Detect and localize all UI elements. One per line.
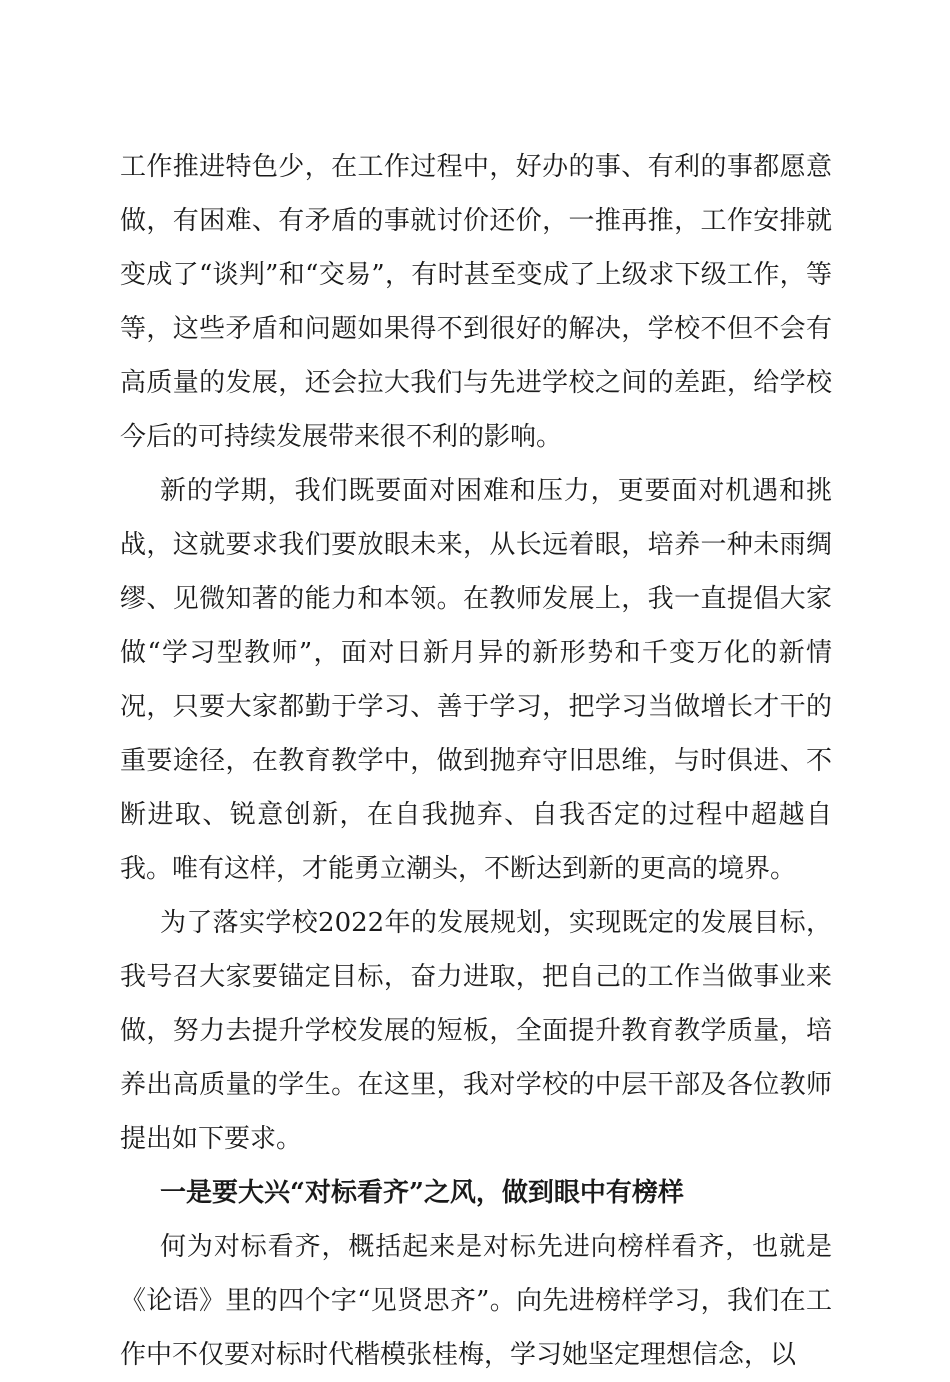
document-body (120, 140, 832, 1382)
paragraph-new-semester: 新的学期，我们既要面对困难和压力，更要面对机遇和挑战，这就要求我们要放眼未来，从长远着眼，培养一种未雨绸缪、见微知著的能力和本领。在教师发展上，我一直提倡大家做“学习型教师”，面对日新月异的新形势和千变万化的新情况，只要大家都勤于学习、善于学习，把学习当做增长才干的重要途径，在教育教学中，做到抛弃守旧思维，与时俱进、不断进取、锐意创新，在自我抛弃、自我否定的过程中超越自我。唯有这样，才能勇立潮头，不断达到新的更高的境界。 (120, 476, 832, 884)
paragraph-development-plan: 为了落实学校2022年的发展规划，实现既定的发展目标，我号召大家要锚定目标，奋力进取，把自己的工作当做事业来做，努力去提升学校发展的短板，全面提升教育教学质量，培养出高质量的学生。在这里，我对学校的中层干部及各位教师提出如下要求。 (120, 908, 832, 1154)
paragraph-continuation: 工作推进特色少，在工作过程中，好办的事、有利的事都愿意做，有困难、有矛盾的事就讨价还价，一推再推，工作安排就变成了“谈判”和“交易”，有时甚至变成了上级求下级工作，等等，这些矛盾和问题如果得不到很好的解决，学校不但不会有高质量的发展，还会拉大我们与先进学校之间的差距，给学校今后的可持续发展带来很不利的影响。 (120, 152, 832, 452)
section-heading: 一是要大兴“对标看齐”之风，做到眼中有榜样 (160, 1178, 684, 1208)
paragraph-benchmark: 何为对标看齐，概括起来是对标先进向榜样看齐，也就是《论语》里的四个字“见贤思齐”。向先进榜样学习，我们在工作中不仅要对标时代楷模张桂梅，学习她坚定理想信念，以 (120, 1232, 832, 1370)
